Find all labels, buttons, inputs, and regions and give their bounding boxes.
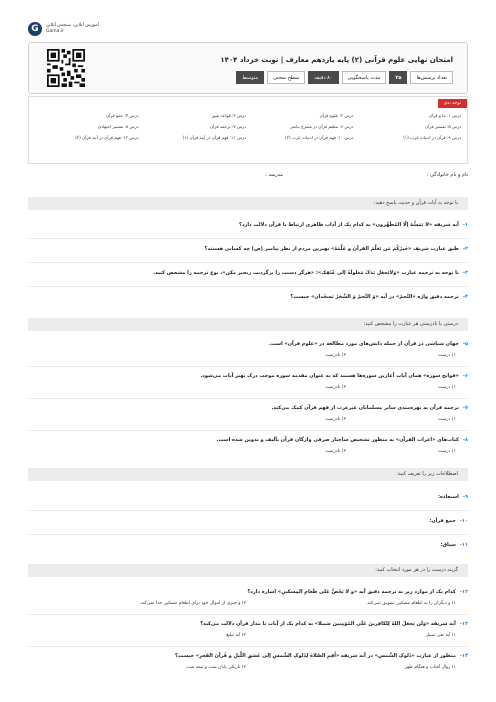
question-number: ۴- [462, 294, 468, 300]
option-false[interactable]: ۲) نادرست [325, 385, 346, 390]
section-header: درستی یا نادرستی هر عبارت را مشخص کنید: [28, 318, 468, 331]
site-logo[interactable] [28, 22, 99, 36]
question-8 [28, 437, 468, 443]
option-1[interactable]: ۱) زوال آفتاب و هنگام ظهر [404, 665, 456, 670]
option-2[interactable]: ۲) تاریکی پایان شب و نیمه شب [186, 665, 246, 670]
question-6 [28, 373, 468, 379]
question-number: ۵- [462, 341, 468, 347]
lesson-item: درس ۱۱: فهم قرآن در آینه قرآن (۱) [182, 135, 246, 140]
question-4 [28, 294, 468, 300]
option-1[interactable]: ۱) آیه نفی سبیل [425, 633, 456, 638]
option-true[interactable]: ۱) درست [438, 449, 456, 454]
divider [28, 286, 468, 287]
question-14 [28, 653, 468, 659]
lesson-item: درس ۱۰: فهم قرآن در ادبیات عرب (۲) [285, 135, 354, 140]
question-text: کدام یک از موارد زیر به ترجمه دقیق آیه «و لا یَحُضُّ عَلی طَعامِ المِسکینِ» اشاره دارد؟ [247, 589, 456, 595]
lesson-list [35, 113, 461, 140]
question-number: ۷- [462, 405, 468, 411]
question-text: ترجمه دقیق واژه «النَّجمُ» در آیه «وَ النَّجمُ وَ الشَّجَرُ یَسجُدان» چیست؟ [290, 294, 459, 300]
exam-title: امتحان نهایی علوم قرآنی (۲) پایه یازدهم معارف | نوبت خرداد ۱۴۰۴ [220, 56, 453, 64]
question-text: کتاب‌های «اعراب القرآن» به منظور تشخیص ساختار صرفی واژگان قرآن تألیف و تدوین شده است. [216, 437, 459, 443]
section-header: گزینه درست را در هر مورد انتخاب کنید: [28, 564, 468, 577]
lesson-item: درس ۳: قواعد شور [211, 113, 246, 118]
question-text: آیه شریفه «لا یَمَسُّهُ إلّا المُطَهَّرون» به کدام یک از آداب ظاهری ارتباط با قرآن دلالت دارد؟ [239, 222, 459, 228]
question-number: ۱۲- [459, 589, 468, 595]
divider [28, 238, 468, 239]
divider [28, 510, 468, 511]
lesson-item: درس ۱۲: فهم قرآن در آینه قرآن (۲) [75, 135, 139, 140]
level-label: سطح سختی [267, 71, 305, 84]
question-text: «فواتح سوره» همان آیات آغازین سوره‌ها هستند که به عنوان مقدمه سوره موجب درک بهتر آیات می‌شود. [200, 373, 459, 379]
option-true[interactable]: ۱) درست [438, 353, 456, 358]
question-10 [28, 518, 468, 524]
question-number: ۹- [462, 494, 468, 500]
notes-tag: توجه ندی [438, 99, 467, 108]
site-name: آموزش آنلاین، سنجش آنلاین [46, 23, 99, 28]
level-value: متوسط [236, 71, 264, 84]
section-header: اصطلاحات زیر را تعریف کنید: [28, 468, 468, 481]
question-2 [28, 246, 468, 252]
question-5 [28, 341, 468, 347]
school-label: مدرسه : [265, 172, 283, 178]
student-info-row [28, 172, 468, 182]
divider [28, 646, 468, 647]
option-true[interactable]: ۱) درست [438, 385, 456, 390]
divider [28, 430, 468, 431]
logo-text [46, 23, 99, 35]
question-text: جمع قرآن: [429, 518, 456, 524]
option-false[interactable]: ۲) نادرست [325, 417, 346, 422]
divider [28, 614, 468, 615]
option-false[interactable]: ۲) نادرست [325, 353, 346, 358]
option-1[interactable]: ۱) و دیگران را به اطعام مسکین تشویق نمی‌کند. [365, 601, 456, 606]
lesson-item: درس ۹: قرآن در ادبیات غرب (۱) [403, 135, 461, 140]
question-7 [28, 405, 468, 411]
lesson-item: درس ۵: تفسیر قرآن [425, 124, 461, 129]
question-3 [28, 270, 468, 276]
divider [28, 366, 468, 367]
question-text: استعاذه: [437, 494, 459, 500]
option-false[interactable]: ۲) نادرست [325, 449, 346, 454]
question-text: سیاق: [440, 542, 456, 548]
question-text: جهان شناسی در قرآن از جمله دانش‌های مورد مطالعه در «علوم قرآن» است. [268, 341, 459, 347]
site-domain: Gama.ir [46, 29, 64, 34]
exam-info-row [236, 71, 453, 84]
option-2[interactable]: ۲) آیه تبلیغ [226, 633, 246, 638]
question-text: آیه شریفه «وَلَن یَجعَلَ اللهُ لِلکافِرینَ عَلَی المُؤمِنینَ سَبیلا» به کدام یک از آیات تا مدار قرآن دلالت می‌کند؟ [200, 621, 456, 627]
divider [28, 398, 468, 399]
question-number: ۱۳- [459, 621, 468, 627]
exam-header [28, 42, 468, 94]
lesson-item: درس ۶: تنظیم قرآن در مصرع بیامبر [290, 124, 354, 129]
question-count-value: ۲۵ [389, 71, 407, 84]
lesson-item: درس ۲: علوم قرآن [319, 113, 354, 118]
question-text: ترجمه قرآن به بهره‌مندی سایر مسلمانان غیرعرب از فهم قرآن کمک می‌کند. [271, 405, 459, 411]
question-number: ۶- [462, 373, 468, 379]
name-label: نام و نام خانوادگی : [426, 172, 468, 178]
divider [28, 262, 468, 263]
question-1 [28, 222, 468, 228]
notes-box [28, 96, 468, 164]
question-number: ۱- [462, 222, 468, 228]
duration-label: مدت پاسخگویی [342, 71, 387, 84]
option-2[interactable]: ۲) و چیزی از اموال خود برای اطعام مسکین جدا نمی‌کند. [139, 601, 246, 606]
logo-icon: G [28, 22, 42, 36]
question-count-label: تعداد پرسش‌ها [410, 71, 453, 84]
question-number: ۱۰- [459, 518, 468, 524]
question-number: ۸- [462, 437, 468, 443]
lesson-item: درس ۷: ترجمه قرآن [210, 124, 246, 129]
lesson-item: درس ۱: ما و قرآن [428, 113, 461, 118]
question-number: ۲- [462, 246, 468, 252]
question-9 [28, 494, 468, 500]
qr-code-icon [47, 49, 85, 87]
duration-value: ۸۰ دقیقه [308, 71, 338, 84]
divider [28, 534, 468, 535]
lesson-item: درس ۸: تفسیر اجتهادی [97, 124, 139, 129]
question-11 [28, 542, 468, 548]
question-number: ۳- [462, 270, 468, 276]
question-text: منظور از عبارت «دُلوکِ الشَّمس» در آیه شریفه «أَقِمِ الصَّلاةَ لِدُلوکِ الشَّمسِ إلی غَسَقِ اللَّیلِ و قُرآنَ الفَجرِ» چیست؟ [175, 653, 456, 659]
question-13 [28, 621, 468, 627]
option-true[interactable]: ۱) درست [438, 417, 456, 422]
question-number: ۱۱- [459, 542, 468, 548]
question-text: طبق عبارت شریف «خَیرُکُم مَن تَعَلَّمَ القرآنَ و عَلَّمَهُ» بهترین مردم از نظر پیامبر (ص) چه کسانی هستند؟ [204, 246, 459, 252]
question-number: ۱۴- [459, 653, 468, 659]
question-text: با توجه به ترجمه عبارت «وَلاتَجعَل یَدَکَ مَغلولَةً إلی عُنُقِک»: «هرگز دستت را برگردنت زنجیر مکن»، نوع ترجمه را مشخص کنید. [153, 270, 459, 276]
section-header: با توجه به آیات قرآن و حدیث پاسخ دهید: [28, 197, 468, 210]
question-12 [28, 589, 468, 595]
lesson-item: درس ۴: جمع قرآن [106, 113, 139, 118]
